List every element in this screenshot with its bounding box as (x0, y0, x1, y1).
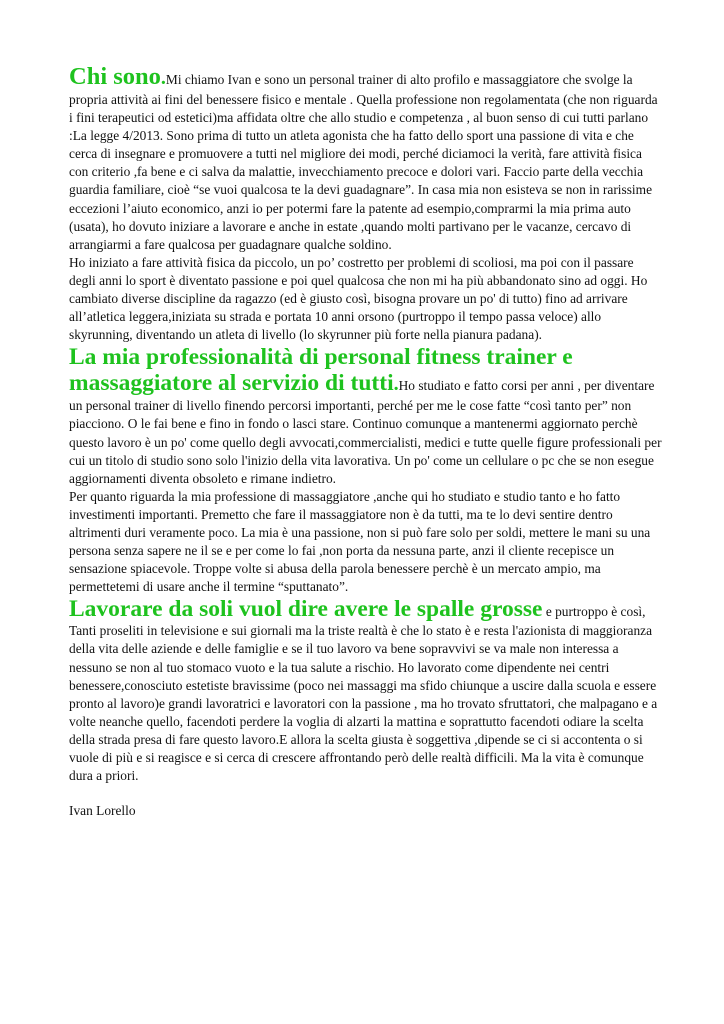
heading-chi-sono-period: . (160, 67, 166, 89)
section-lavorare-da-soli (69, 596, 663, 785)
paragraph-chi-sono: Mi chiamo Ivan e sono un personal trainer di alto profilo e massaggiatore che svolge la propria attività ai fini del benessere fisico e mentale . Quella professione non regolamentata (che non riguarda i fini terapeutici od estetici)ma affidata oltre che allo studio e competenza , al buon senso di cui tutti parlano :La legge 4/2013. Sono prima di tutto un atleta agonista che ha fatto dello sport una passione di vita e che cerca di insegnare e promuovere a tutti nel migliore dei modi, perché diciamoci la verità, fare attività fisica con criterio ,fa bene e ci salva da malattie, invecchiamento precoce e dolori vari. Faccio parte della vecchia guardia familiare, cioè “se vuoi qualcosa te la devi guadagnare”. In casa mia non esisteva se non in rarissime eccezioni l’aiuto economico, anzi io per potermi fare la patente ad esempio,comprarmi la mia prima auto (usata), ho dovuto iniziare a lavorare e anche in estate ,quando molti partivano per le vacanze, cercavo di arrangiarmi a fare qualcosa per guadagnare qualche soldino. (69, 72, 658, 252)
paragraph-attivita-fisica: Ho iniziato a fare attività fisica da piccolo, un po’ costretto per problemi di scoliosi, ma poi con il passare degli anni lo sport è diventato passione e poi quel qualcosa che non mi ha più abbandonato sino ad oggi. Ho cambiato diverse discipline da ragazzo (ed è giusto così, bisogna provare un po' di tutto) fino ad arrivare all’atletica leggera,iniziata su strada e portata 10 anni orsono (purtroppo il tempo passa veloce) allo skyrunning, diventando un atleta di livello (lo skyrunner più forte nella pianura padana). (69, 254, 648, 343)
paragraph-professionalita: Ho studiato e fatto corsi per anni , per diventare un personal trainer di livello finendo percorsi importanti, perché per me le cose fatte “così tanto per” non piacciono. O le fai bene e fino in fondo o lasci stare. Continuo comunque a mantenermi aggiornato perchè questo lavoro è un po' come quello degli avvocati,commercialisti, medici e tutte quelle figure professionali per cui un titolo di studio sono solo l'inizio della vita lavorativa. Un po' come un cellulare o pc che se non esegue aggiornamenti diventa obsoleto e rimane indietro. (69, 378, 662, 486)
section-chi-sono (69, 64, 663, 254)
section-professionalita (69, 344, 663, 487)
paragraph-massaggiatore: Per quanto riguarda la mia professione di massaggiatore ,anche qui ho studiato e studio tanto e ho fatto investimenti importanti. Premetto che fare il massaggiatore non è da tutti, ma te lo devi sentire dentro altrimenti duri veramente poco. La mia è una passione, non si può fare solo per soldi, mettere le mani su una persona senza sapere ne il se e per come lo fai ,non porta da nessuna parte, anzi il cliente recepisce un sensazione spiacevole. Troppe volte si abusa della parola benessere perchè è un mercato ampio, ma permettetemi di usare anche il termine “sputtanato”. (69, 488, 651, 595)
signature: Ivan Lorello (69, 803, 136, 819)
spacer (69, 785, 663, 802)
document-page (69, 64, 663, 820)
heading-professionalita-period: . (393, 373, 399, 396)
heading-lavorare-da-soli: Lavorare da soli vuol dire avere le spalle grosse (69, 596, 543, 623)
paragraph-lavorare-da-soli: e purtroppo è così, Tanti proseliti in televisione e sui giornali ma la triste realtà è che lo stato è e resta l'azionista di maggioranza della vita delle aziende e delle famiglie e se il tuo lavoro va bene sopravvivi se va male non interessa a nessuno se non al tuo stomaco vuoto e la tua salute a rischio. Ho lavorato come dipendente nei centri benessere,conosciuto estetiste bravissime (poco nei massaggi ma sfido chiunque a uscire dalla scuola e essere pronto al lavoro)e grandi lavoratrici e lavoratori con la passione , ma ho trovato sfruttatori, che malpagano e a volte neanche quello, facendoti perdere la voglia di alzarti la mattina e soprattutto facendoti odiare la scelta della strada presa di fare questo lavoro.E allora la scelta giusta è soggettiva ,dipende se ci si accontenta o si vuole di più e si reagisce e si cerca di crescere affrontando però delle realtà difficili. Ma la vita è comunque dura a priori. (69, 604, 658, 784)
heading-chi-sono: Chi sono (69, 63, 161, 90)
heading-professionalita: La mia professionalità di personal fitness trainer e massaggiatore al servizio di tutti (69, 344, 573, 397)
